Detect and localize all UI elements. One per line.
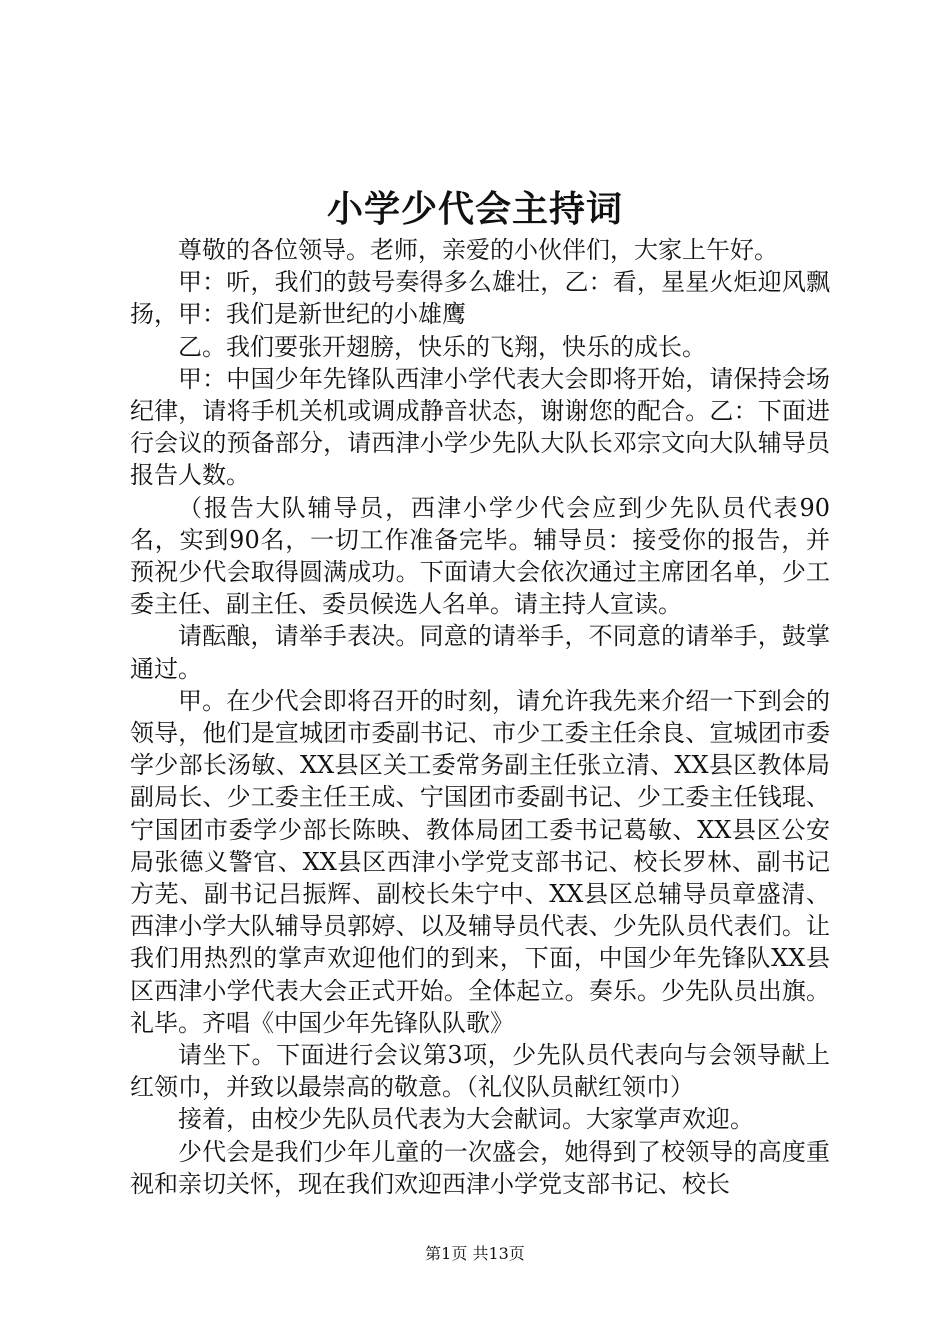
document-body: [130, 234, 830, 1200]
paragraph: 尊敬的各位领导。老师，亲爱的小伙伴们，大家上午好。: [178, 236, 778, 264]
paragraph: 乙。我们要张开翅膀，快乐的飞翔，快乐的成长。: [178, 332, 706, 361]
paragraph: 甲：中国少年先锋队西津小学代表大会即将开始，请保持会场纪律，请将手机关机或调成静音状态，谢谢您的配合。乙：下面进行会议的预备部分，请西津小学少先队大队长邓宗文向大队辅导员报告人数。: [130, 364, 830, 490]
document-title: 小学少代会主持词: [326, 188, 623, 230]
paragraph: （报告大队辅导员，西津小学少代会应到少先队员代表90名，实到90名，一切工作准备完毕。辅导员：接受你的报告，并预祝少代会取得圆满成功。下面请大会依次通过主席团名单，少工委主任、副主任、委员候选人名单。请主持人宣读。: [130, 493, 830, 619]
paragraph: 请坐下。下面进行会议第3项，少先队员代表向与会领导献上红领巾，并致以最崇高的敬意。（礼仪队员献红领巾）: [130, 1041, 830, 1102]
paragraph: 甲。在少代会即将召开的时刻，请允许我先来介绍一下到会的领导，他们是宣城团市委副书记、市少工委主任余良、宣城团市委学少部长汤敏、XX县区关工委常务副主任张立清、XX县区教体局副局长、少工委主任王成、宁国团市委副书记、少工委主任钱琨、宁国团市委学少部长陈映、教体局团工委书记葛敏、XX县区公安局张德义警官、XX县区西津小学党支部书记、校长罗林、副书记方芜、副书记吕振辉、副校长朱宁中、XX县区总辅导员章盛清、西津小学大队辅导员郭婷、以及辅导员代表、少先队员代表们。让我们用热烈的掌声欢迎他们的到来，下面，中国少年先锋队XX县区西津小学代表大会正式开始。全体起立。奏乐。少先队员出旗。礼毕。齐唱《中国少年先锋队队歌》: [130, 686, 830, 1037]
paragraph: 接着，由校少先队员代表为大会献词。大家掌声欢迎。: [178, 1105, 754, 1134]
paragraph: 甲：听，我们的鼓号奏得多么雄壮，乙：看，星星火炬迎风飘扬，甲：我们是新世纪的小雄鹰: [130, 268, 830, 329]
page-number-footer: 第1页 共13页: [425, 1244, 525, 1263]
paragraph: 少代会是我们少年儿童的一次盛会，她得到了校领导的高度重视和亲切关怀，现在我们欢迎西津小学党支部书记、校长: [130, 1137, 830, 1198]
paragraph: 请酝酿，请举手表决。同意的请举手，不同意的请举手，鼓掌通过。: [130, 622, 830, 683]
